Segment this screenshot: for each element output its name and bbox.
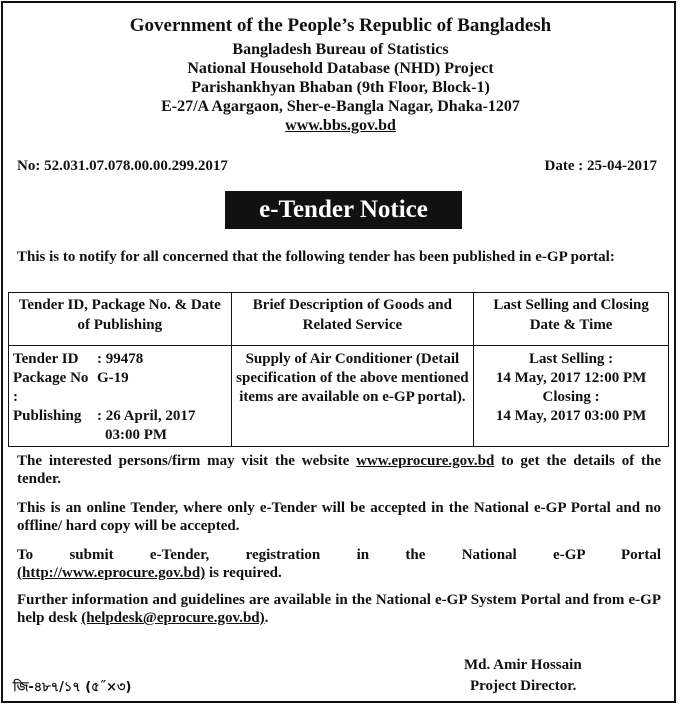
tender-details: [13, 350, 227, 445]
intro-paragraph: This is to notify for all concerned that the following tender has been published in e-GP portal:: [17, 249, 615, 265]
publishing-value: : 26 April, 2017: [97, 408, 196, 424]
signatory-name: Md. Amir Hossain: [464, 657, 582, 673]
address-line-1: Parishankhyan Bhaban (9th Floor, Block-1): [191, 79, 490, 96]
p1-text-before: The interested persons/firm may visit the website: [17, 453, 357, 469]
eprocure-url-link[interactable]: (http://www.eprocure.gov.bd): [17, 565, 206, 581]
tender-id-value: : 99478: [97, 351, 144, 367]
last-selling-label: Last Selling :: [529, 351, 614, 367]
publishing-time: 03:00 PM: [105, 427, 168, 443]
closing-value: 14 May, 2017 03:00 PM: [495, 408, 647, 424]
memo-number: জি-৪৮৭/১৭ (৫˝×৩): [13, 680, 132, 695]
p3-text-before: To submit e-Tender, registration in the National e-GP Portal: [17, 547, 661, 563]
publishing-label: Publishing: [13, 408, 82, 424]
helpdesk-email-link[interactable]: (helpdesk@eprocure.gov.bd): [81, 610, 265, 626]
description-cell: Supply of Air Conditioner (Detail specification of the above mentioned items are available on e-GP portal).: [231, 346, 474, 447]
eprocure-link[interactable]: www.eprocure.gov.bd: [356, 453, 495, 469]
government-heading: Government of the People’s Republic of Bangladesh: [129, 15, 552, 36]
website-paragraph: [17, 452, 661, 488]
address-line-2: E-27/A Agargaon, Sher-e-Bangla Nagar, Dhaka-1207: [161, 98, 520, 115]
notice-title-text: e-Tender Notice: [259, 196, 428, 223]
p3-text-after: is required.: [205, 565, 282, 581]
p4-text-after: .: [264, 610, 269, 626]
tender-table: [8, 292, 669, 447]
closing-label: Closing :: [542, 389, 600, 405]
table-header-row: [9, 293, 669, 346]
header-tender-id: Tender ID, Package No. & Date of Publishing: [9, 293, 232, 346]
online-tender-paragraph: This is an online Tender, where only e-Tender will be accepted in the National e-GP Portal and no offline/ hard copy will be accepted.: [17, 500, 661, 534]
p1-text-after: to get the details of the tender.: [17, 453, 661, 487]
header-dates: Last Selling and Closing Date & Time: [474, 293, 669, 346]
table-row: [9, 346, 669, 447]
dates-cell: [474, 346, 669, 447]
bureau-name: Bangladesh Bureau of Statistics: [232, 41, 449, 58]
registration-paragraph: [17, 546, 661, 582]
helpdesk-paragraph: [17, 591, 661, 627]
tender-id-cell: [9, 346, 232, 447]
package-value: G-19: [97, 370, 129, 386]
p4-text-before: Further information and guidelines are available in the National e-GP System Portal and from e-GP help desk: [17, 592, 661, 626]
reference-number: No: 52.031.07.078.00.00.299.2017: [17, 158, 228, 174]
website-link[interactable]: www.bbs.gov.bd: [285, 117, 396, 134]
header-description: Brief Description of Goods and Related Service: [231, 293, 474, 346]
last-selling-value: 14 May, 2017 12:00 PM: [495, 370, 647, 386]
project-name: National Household Database (NHD) Project: [187, 60, 494, 77]
tender-id-label: Tender ID: [13, 351, 79, 367]
signatory-title: Project Director.: [470, 678, 577, 694]
notice-title: [225, 191, 462, 229]
package-label: Package No :: [13, 370, 89, 405]
notice-date: Date : 25-04-2017: [544, 158, 657, 174]
